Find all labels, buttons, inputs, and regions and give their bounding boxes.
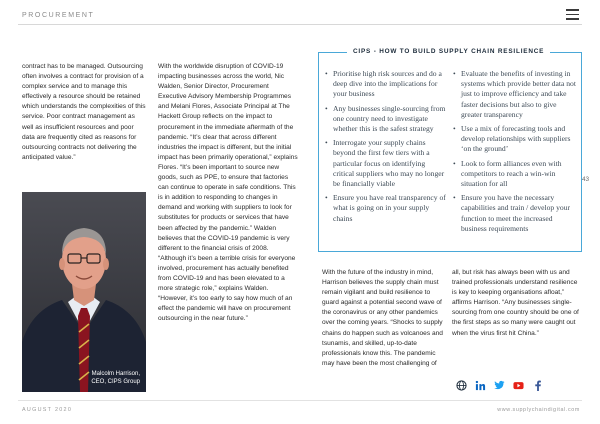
section-title: PROCUREMENT: [22, 12, 95, 19]
menu-icon[interactable]: [566, 9, 579, 20]
article-paragraph: all, but risk has always been with us and trained professionals understand resilience is key to keeping organisations afloat,” affirms Harrison. “Any businesses single-sourcing from one country should be one of the first steps as so many were caught out when the virus first hit China.”: [452, 269, 579, 337]
article-column-4: [452, 268, 580, 339]
header-divider: [18, 24, 582, 25]
portrait-photo: [22, 192, 146, 392]
photo-caption: [91, 370, 140, 386]
social-links: [456, 379, 543, 391]
tips-list-right: [453, 69, 577, 238]
portrait-illustration: [22, 192, 146, 392]
website-url[interactable]: www.supplychaindigital.com: [497, 407, 580, 413]
tip-item: • Prioritise high risk sources and do a deep dive into the implications for your business: [325, 69, 447, 100]
article-column-2: [158, 62, 298, 324]
facebook-icon[interactable]: [532, 380, 543, 391]
globe-icon[interactable]: [456, 380, 467, 391]
caption-name: Malcolm Harrison,: [91, 371, 140, 377]
article-paragraph: With the worldwide disruption of COVID-19 impacting businesses across the world, Nic Walden, Senior Director, Procurement Executive Advisory Membership Programmes and Melani Flores, Associate Principal at The Hackett Group reflects on the impact to procurement in the immediate aftermath of the pandemic. “It’s clear that across different industries the impact is different, but the initial impact has been primarily operational,” explains Flores. “It’s been important to source new goods, such as PPE, to ensure that factories can continue to operate in safe conditions. This is in addition to responding to changes in demand and working with suppliers to look for substitutes for products or services that have been affected by the pandemic.” Walden believes that the COVID-19 pandemic is very different to the financial crisis of 2008. “Although it’s been a terrible crisis for everyone involved, procurement has actually benefited from COVID-19 and has been elevated to a more strategic role,” explains Walden. “However, it’s too early to say how much of an effect the pandemic will have on procurement outsourcing in the near future.”: [158, 63, 298, 323]
twitter-icon[interactable]: [494, 380, 505, 391]
tip-item: • Evaluate the benefits of investing in systems which provide better data not just to improve efficiency and take faster decisions but also to give greater transparency: [453, 69, 577, 120]
page-number: 43: [582, 176, 590, 183]
tip-item: • Use a mix of forecasting tools and develop relationships with suppliers ‘on the ground’: [453, 124, 577, 155]
issue-date: AUGUST 2020: [22, 407, 73, 413]
article-column-1: [22, 62, 148, 163]
resilience-tips-box: [318, 48, 582, 252]
tip-item: • Interrogate your supply chains beyond the first few tiers with a particular focus on identifying critical suppliers who may no longer be financially viable: [325, 138, 447, 189]
youtube-icon[interactable]: [513, 380, 524, 391]
tips-box-title: CIPS - HOW TO BUILD SUPPLY CHAIN RESILIENCE: [347, 48, 550, 55]
article-paragraph: contract has to be managed. Outsourcing often involves a contract for provision of a complex service and to manage this effectively a resource should be retained which understands the complexities of this service. Poor contract management as well as insufficient resources and poor data are frequently cited as reasons for outsourcing contracts not delivering the anticipated value.”: [22, 63, 146, 161]
tip-item: • Ensure you have the necessary capabilities and train / develop your function to meet the increased business requirements: [453, 193, 577, 234]
footer-divider: [18, 400, 582, 401]
tip-item: • Look to form alliances even with competitors to reach a win-win situation for all: [453, 159, 577, 190]
caption-role: CEO, CIPS Group: [91, 379, 140, 385]
article-paragraph: With the future of the industry in mind, Harrison believes the supply chain must remain vigilant and build resilience to guard against a potential second wave of the coronavirus or any other pandemics over the coming years. “Shocks to supply chains do happen such as volcanoes and tsunamis, and skilled, up-to-date professionals know this. The pandemic may have been the most challenging of: [322, 269, 443, 367]
tip-item: • Ensure you have real transparency of what is going on in your supply chains: [325, 193, 447, 224]
tip-item: • Any businesses single-sourcing from one country need to investigate whether this is the safest strategy: [325, 104, 447, 135]
article-column-3: [322, 268, 446, 369]
linkedin-icon[interactable]: [475, 380, 486, 391]
tips-list-left: [325, 69, 447, 228]
